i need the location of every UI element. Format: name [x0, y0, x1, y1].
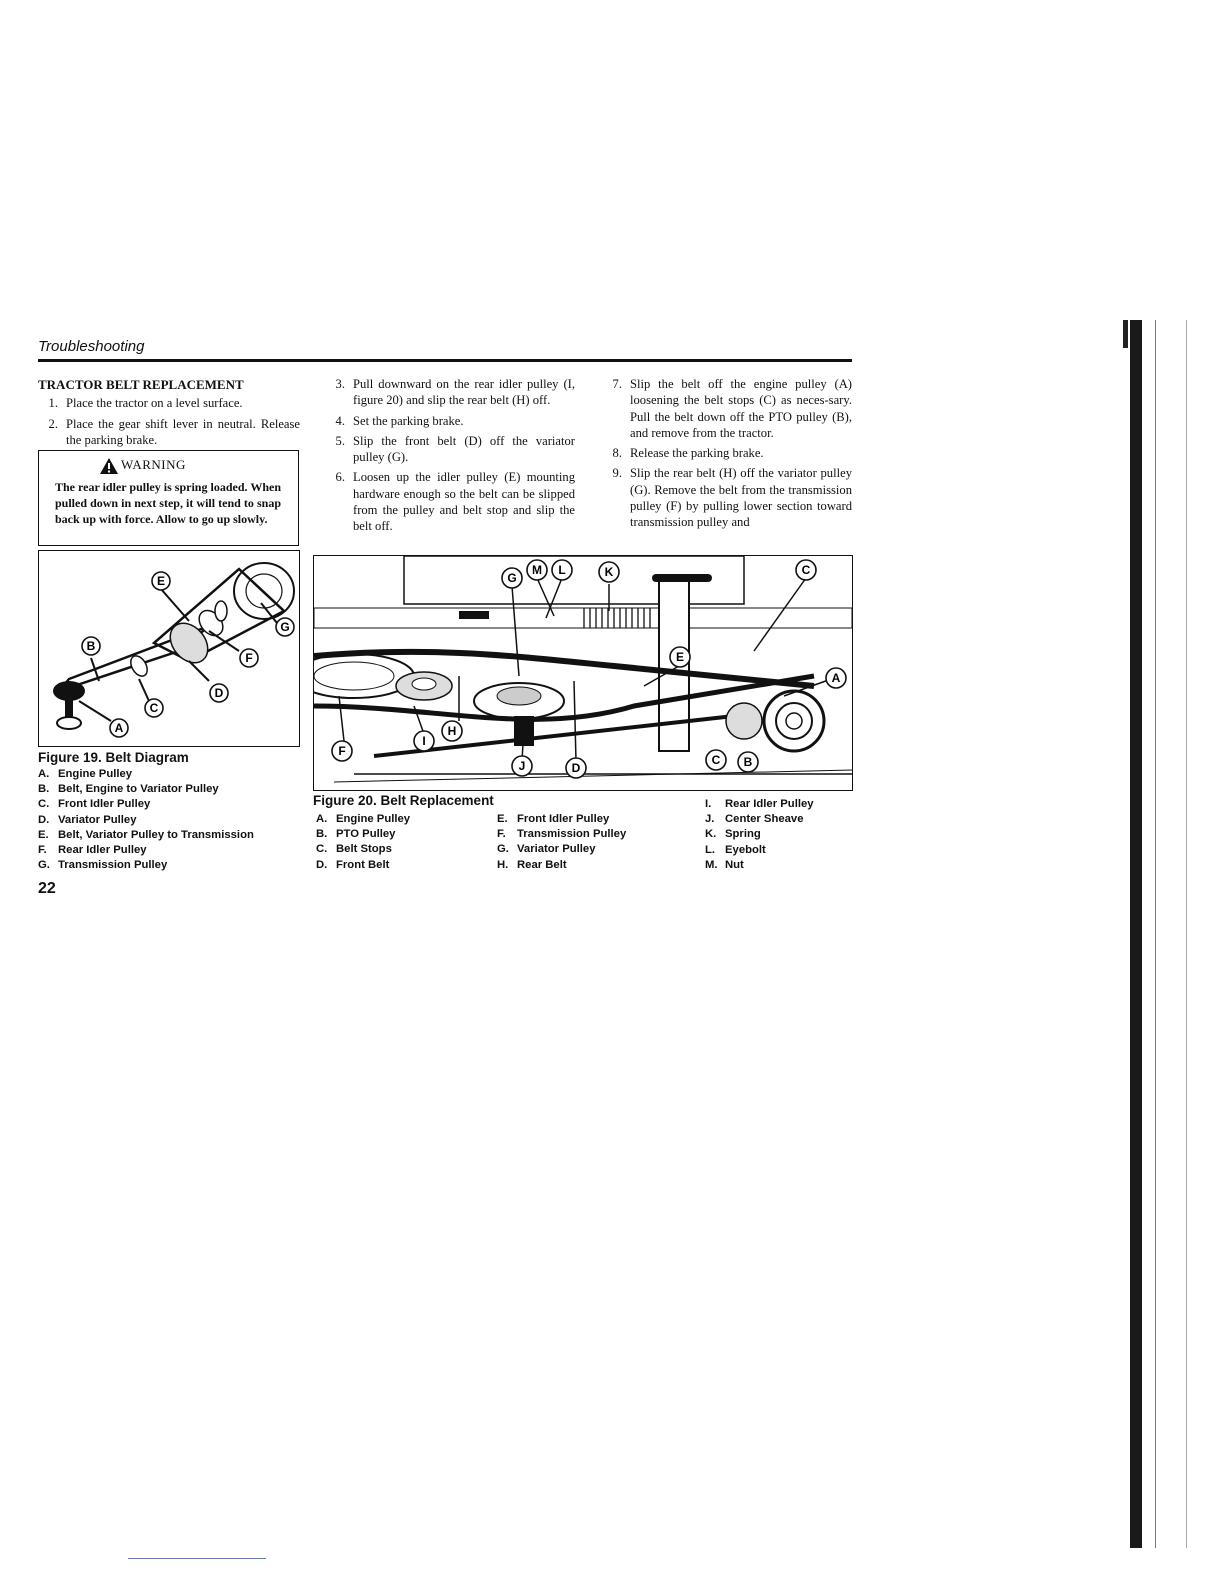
callout-label: I [422, 734, 426, 748]
step-text: Slip the belt off the engine pulley (A) loosening the belt stops (C) as neces-sary. Pull the belt down off the PTO pulley (B), and remove from the tractor. [630, 377, 852, 440]
callout-label: G [280, 620, 290, 634]
column-3 [602, 376, 852, 535]
belt-replacement-drawing [314, 556, 852, 790]
legend-item: H. Rear Belt [497, 858, 567, 871]
section-title: TRACTOR BELT REPLACEMENT [38, 377, 244, 392]
step-item [602, 376, 852, 441]
step-text: Slip the front belt (D) off the variator pulley (G). [353, 433, 575, 465]
legend-item: F. Transmission Pulley [497, 828, 627, 841]
callout-label: C [711, 753, 721, 767]
page-number: 22 [38, 880, 56, 897]
step-number: 8. [612, 446, 622, 461]
step-number: 4. [335, 413, 345, 428]
callout-label: A [831, 671, 841, 685]
callout-label: G [507, 571, 517, 585]
step-number: 7. [612, 377, 622, 391]
legend-item: C. Front Idler Pulley [38, 798, 151, 811]
step-text: Place the tractor on a level surface. [66, 396, 243, 411]
step-item [325, 433, 575, 466]
legend-item: G. Variator Pulley [497, 843, 596, 856]
legend-item: K. Spring [705, 828, 761, 841]
column-1 [38, 377, 300, 452]
callout-label: M [532, 563, 542, 577]
scan-edge-bar [1130, 320, 1142, 1548]
legend-item: J. Center Sheave [705, 813, 804, 826]
legend-item: E. Front Idler Pulley [497, 813, 610, 825]
callout-label: L [558, 563, 566, 577]
step-item [38, 395, 300, 411]
callout-label: F [338, 744, 346, 758]
header-rule [38, 359, 852, 362]
callout-label: B [743, 755, 753, 769]
step-text: Release the parking brake. [630, 446, 764, 461]
figure-19-legend [38, 767, 254, 873]
step-number: 3. [335, 377, 345, 391]
step-text: Loosen up the idler pulley (E) mounting hardware enough so the belt can be slipped from the pulley and belt stop and slip the belt off. [353, 470, 575, 534]
legend-item: M. Nut [705, 858, 744, 871]
callout-label: C [149, 701, 159, 715]
figure-19-illustration [38, 550, 300, 747]
legend-item: E. Belt, Variator Pulley to Transmission [38, 828, 254, 841]
step-text: Set the parking brake. [353, 413, 464, 428]
scan-edge-mark [1123, 320, 1128, 348]
callout-label: E [675, 650, 685, 664]
step-text: Place the gear shift lever in neutral. Release the parking brake. [66, 416, 300, 447]
callout-label: F [245, 651, 253, 665]
callout-label: K [604, 565, 614, 579]
legend-item: A. Engine Pulley [38, 768, 133, 780]
legend-item: L. Eyebolt [705, 843, 766, 856]
callout-label: D [571, 761, 581, 775]
scan-edge-line [1155, 320, 1156, 1548]
callout-label: B [86, 639, 96, 653]
scan-edge-line [1186, 320, 1187, 1548]
warning-text: The rear idler pulley is spring loaded. When pulled down in next step, it will tend to snap back up with force. Allow to go up slowly. [55, 480, 281, 526]
legend-item: F. Rear Idler Pulley [38, 844, 147, 857]
figure-20-legend-col-3 [705, 797, 814, 873]
legend-item: D. Front Belt [316, 858, 390, 871]
warning-icon [99, 457, 119, 475]
callout-label: H [447, 724, 457, 738]
legend-item: I. Rear Idler Pulley [705, 798, 814, 810]
figure-19-caption: Figure 19. Belt Diagram [38, 750, 189, 765]
step-text: Pull downward on the rear idler pulley (I, figure 20) and slip the rear belt (H) off. [353, 377, 575, 408]
step-number: 2. [48, 416, 58, 431]
figure-20-caption: Figure 20. Belt Replacement [313, 793, 494, 808]
legend-item: A. Engine Pulley [316, 813, 411, 825]
step-item [325, 413, 575, 429]
belt-diagram-drawing [39, 551, 299, 746]
step-number: 6. [335, 470, 345, 485]
callout-label: J [518, 759, 526, 773]
callout-label: C [801, 563, 811, 577]
bottom-underline [128, 1558, 266, 1559]
column-2 [325, 376, 575, 539]
callout-label: D [214, 686, 224, 700]
step-item [325, 376, 575, 409]
warning-title: WARNING [121, 457, 186, 472]
figure-20-illustration [313, 555, 853, 791]
section-header: Troubleshooting [38, 338, 145, 355]
step-number: 9. [612, 466, 622, 481]
step-item [325, 469, 575, 534]
figure-20-legend-col-1 [316, 812, 410, 873]
warning-box [38, 450, 299, 546]
step-item [602, 445, 852, 461]
step-item [602, 465, 852, 530]
step-item [38, 416, 300, 449]
step-number: 5. [335, 433, 345, 448]
legend-item: B. PTO Pulley [316, 828, 396, 841]
legend-item: G. Transmission Pulley [38, 859, 168, 872]
legend-item: D. Variator Pulley [38, 813, 137, 826]
legend-item: B. Belt, Engine to Variator Pulley [38, 783, 219, 796]
step-number: 1. [48, 396, 58, 411]
step-text: Slip the rear belt (H) off the variator pulley (G). Remove the belt from the transmission pulley (F) by pulling lower section toward transmission pulley and [630, 466, 852, 530]
figure-20-legend-col-2 [497, 812, 626, 873]
callout-label: E [156, 574, 166, 588]
legend-item: C. Belt Stops [316, 843, 392, 856]
callout-label: A [114, 721, 124, 735]
